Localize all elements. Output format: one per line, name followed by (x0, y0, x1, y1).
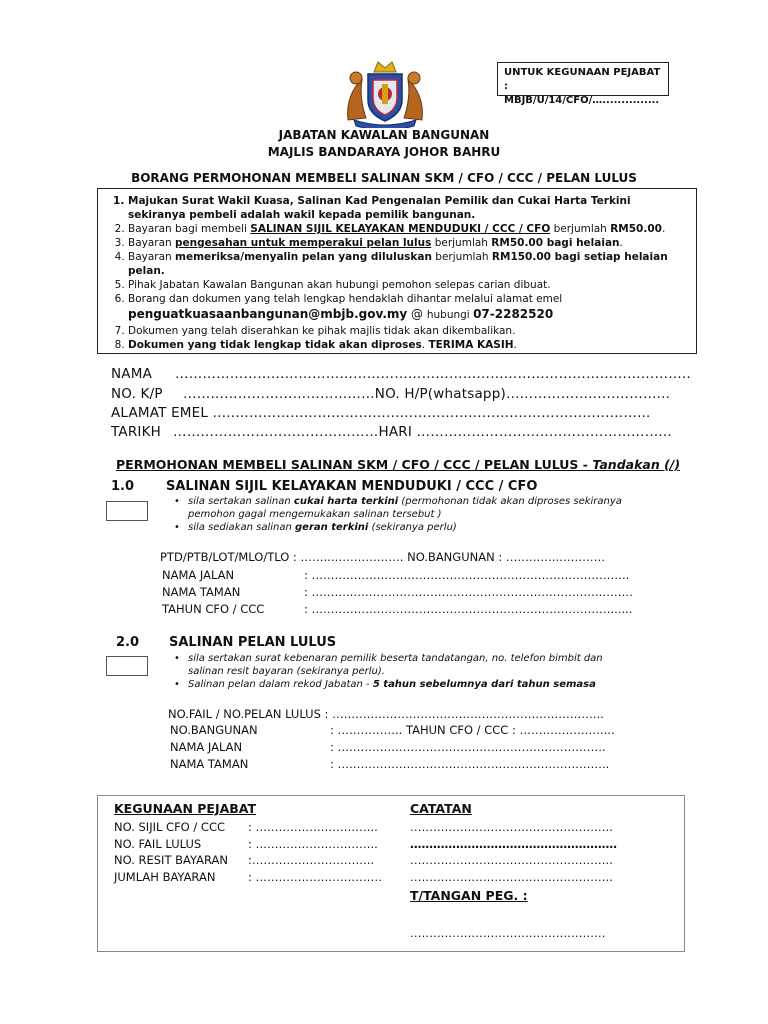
sec1-note-2-a: sila sediakan salinan (188, 522, 296, 533)
department-name: JABATAN KAWALAN BANGUNAN (278, 128, 490, 142)
sec1-note-1-c: (permohonan tidak akan diproses sekiranya (398, 496, 622, 507)
sec1-nama-taman (162, 585, 633, 599)
nokp-label: NO. K/P (111, 386, 163, 402)
tarikh-hari-input[interactable]: ………………………………………HARI ………………………..……………………... (173, 424, 672, 440)
section-title-text: PERMOHONAN MEMBELI SALINAN SKM / CFO / CCC / PELAN LULUS - (116, 457, 593, 472)
bullet-icon: • (174, 653, 180, 664)
office-row-fail (114, 837, 378, 851)
sec2-nama-jalan (170, 740, 606, 754)
sec2-taman-input[interactable]: : …………………………………………………………….. (330, 757, 610, 771)
sec2-note-1 (166, 652, 696, 665)
note-3-text: Bayaran (128, 237, 176, 249)
note-8-sep: . (421, 339, 429, 351)
note-2-text: Bayaran bagi membeli (128, 223, 251, 235)
note-2-text-b: berjumlah (550, 223, 611, 235)
sec2-fail-input[interactable]: NO.FAIL / NO.PELAN LULUS : …………………………………………………………….. (168, 707, 604, 721)
sec2-note-2 (166, 678, 696, 691)
resit-input[interactable]: :………………………….. (248, 853, 375, 867)
sec2-bangunan-label: NO.BANGUNAN (170, 723, 258, 737)
section-title-tick: Tandakan (/) (592, 457, 681, 472)
sec1-nama-jalan (162, 568, 629, 582)
form-title: BORANG PERMOHONAN MEMBELI SALINAN SKM / CFO / CCC / PELAN LULUS (131, 171, 637, 185)
note-8-text: Dokumen yang tidak lengkap tidak akan diproses (128, 339, 422, 351)
sec1-notes (166, 495, 696, 534)
sec2-taman-label: NAMA TAMAN (170, 757, 249, 771)
sec1-note-1-a: sila sertakan salinan (188, 496, 294, 507)
sec2-note-1-cont: salinan resit bayaran (sekiranya perlu). (188, 666, 385, 677)
sec1-note-2 (166, 521, 696, 534)
contact-phone: 07-2282520 (473, 307, 554, 321)
note-3-amount: RM50.00 bagi helaian (491, 237, 620, 249)
office-use-title: KEGUNAAN PEJABAT (114, 801, 257, 816)
catatan-line-3[interactable]: …………………………………………….. (410, 853, 613, 867)
resit-label: NO. RESIT BAYARAN (114, 853, 228, 867)
contact-at: @ (407, 307, 427, 321)
signature-line[interactable]: …………………………………………… (410, 926, 606, 940)
office-row-resit (114, 853, 374, 867)
sec1-lot-bangunan-input[interactable]: PTD/PTB/LOT/MLO/TLO : ……..………………. NO.BANGUNAN : …………..………… (160, 550, 606, 564)
sec2-jalan-label: NAMA JALAN (170, 740, 243, 754)
field-nama (111, 366, 691, 382)
contact-email[interactable]: penguatkuasaanbangunan@mbjb.gov.my (128, 307, 408, 321)
sec1-number: 1.0 (111, 479, 135, 494)
jumlah-label: JUMLAH BAYARAN (114, 870, 216, 884)
nokp-hp-input[interactable]: ……………………………………NO. H/P(whatsapp)……………………………... (183, 386, 671, 402)
note-6-text: Borang dan dokumen yang telah lengkap hendaklah dihantar melalui alamat emel (128, 293, 563, 305)
instructions-list (106, 194, 688, 352)
bullet-icon: • (174, 496, 180, 507)
sec2-nama-taman (170, 757, 609, 771)
sijil-input[interactable]: : ………………………….. (248, 820, 378, 834)
note-8-thanks: TERIMA KASIH (428, 339, 514, 351)
note-2-amount: RM50.00 (610, 223, 662, 235)
sec1-tahun (162, 602, 632, 616)
contact-line (128, 306, 688, 324)
council-crest-logo (340, 58, 430, 128)
nama-input[interactable]: ………………………………………………………………………………………………….. (175, 366, 691, 382)
note-4-amount: RM150.00 bagi setiap helaian pelan. (128, 251, 668, 277)
sec2-checkbox[interactable] (106, 656, 148, 676)
note-4-text-b: berjumlah (431, 251, 492, 263)
note-3-text-b: berjumlah (431, 237, 492, 249)
note-3-end: . (619, 237, 623, 249)
bullet-icon: • (174, 522, 180, 533)
sec1-note-1 (166, 495, 696, 508)
note-3 (128, 236, 688, 250)
tarikh-label: TARIKH (111, 424, 161, 440)
bullet-icon: • (174, 679, 180, 690)
sec1-taman-label: NAMA TAMAN (162, 585, 241, 599)
office-box-line1: UNTUK KEGUNAAN PEJABAT : (504, 67, 661, 92)
fail-input[interactable]: : ………………………….. (248, 837, 378, 851)
jumlah-input[interactable]: : …………………………… (248, 870, 383, 884)
field-tarikh (111, 424, 672, 440)
office-reference-box (497, 62, 669, 106)
note-2-end: . (661, 223, 666, 235)
note-8-end: . (513, 339, 517, 351)
note-6 (128, 292, 688, 324)
signature-label: T/TANGAN PEG. : (410, 888, 528, 903)
note-2-emphasis: SALINAN SIJIL KELAYAKAN MENDUDUKI / CCC / CFO (250, 223, 551, 235)
application-section-title (116, 457, 680, 472)
sec2-note-1-a: sila sertakan surat kebenaran pemilik beserta tandatangan, no. telefon bimbit dan (188, 653, 603, 664)
sec1-taman-input[interactable]: : ………..……………………………………………………….……… (304, 585, 633, 599)
sec1-note-1-b: cukai harta terkini (293, 496, 399, 507)
note-4 (128, 250, 688, 278)
note-1: 1. Majukan Surat Wakil Kuasa, Salinan Kad Pengenalan Pemilik dan Cukai Harta Terkini sekiranya pembeli adalah wakil kepada pemilik bangunan. (128, 194, 688, 222)
sec1-note-1-cont: pemohon gagal mengemukakan salinan tersebut ) (188, 509, 442, 520)
office-row-sijil (114, 820, 378, 834)
council-name: MAJLIS BANDARAYA JOHOR BAHRU (267, 145, 501, 159)
sec1-tahun-input[interactable]: : ……………………………………………………………………...... (304, 602, 633, 616)
catatan-line-4[interactable]: …………………………………………….. (410, 870, 613, 884)
contact-hubungi: hubungi (426, 309, 474, 321)
sec2-jalan-input[interactable]: : ……………………………………………………………. (330, 740, 606, 754)
sijil-label: NO. SIJIL CFO / CCC (114, 820, 226, 834)
sec1-checkbox[interactable] (106, 501, 148, 521)
sec2-bangunan (170, 723, 615, 737)
note-7: 7. Dokumen yang telah diserahkan ke pihak majlis tidak akan dikembalikan. (128, 324, 688, 338)
note-4-text: Bayaran (128, 251, 176, 263)
note-2 (128, 222, 688, 236)
sec2-notes (166, 652, 696, 691)
sec2-number: 2.0 (116, 635, 140, 650)
note-3-emphasis: pengesahan untuk memperakui pelan lulus (175, 237, 432, 249)
sec2-note-2-a: Salinan pelan dalam rekod Jabatan - (188, 679, 373, 690)
catatan-line-1[interactable]: …………………………………………….. (410, 820, 613, 834)
note-5: 5. Pihak Jabatan Kawalan Bangunan akan hubungi pemohon selepas carian dibuat. (128, 278, 688, 292)
sec2-title: SALINAN PELAN LULUS (169, 635, 337, 650)
field-emel[interactable]: ALAMAT EMEL ..……………………………………………………….………………………... (111, 405, 651, 421)
sec2-bangunan-input[interactable]: : …………….. TAHUN CFO / CCC : ………………….... (330, 723, 615, 737)
instructions-box (97, 188, 697, 354)
fail-label: NO. FAIL LULUS (114, 837, 202, 851)
catatan-title: CATATAN (410, 801, 472, 816)
catatan-line-2[interactable]: ……………………………………………… (410, 837, 617, 851)
sec1-note-2-b: geran terkini (295, 522, 369, 533)
sec1-title: SALINAN SIJIL KELAYAKAN MENDUDUKI / CCC / CFO (166, 479, 538, 494)
office-box-ref-number: MBJB/U/14/CFO/…............... (504, 95, 660, 106)
nama-label: NAMA (111, 366, 153, 382)
sec1-note-2-c: (sekiranya perlu) (368, 522, 457, 533)
office-row-jumlah (114, 870, 382, 884)
sec2-note-2-b: 5 tahun sebelumnya dari tahun semasa (372, 679, 596, 690)
note-4-emphasis: memeriksa/menyalin pelan yang diluluskan (175, 251, 432, 263)
sec1-jalan-input[interactable]: : ……………………………………………………………………….. (304, 568, 630, 582)
note-8 (128, 338, 688, 352)
field-nokp (111, 386, 670, 402)
sec1-jalan-label: NAMA JALAN (162, 568, 235, 582)
sec1-tahun-label: TAHUN CFO / CCC (162, 602, 265, 616)
